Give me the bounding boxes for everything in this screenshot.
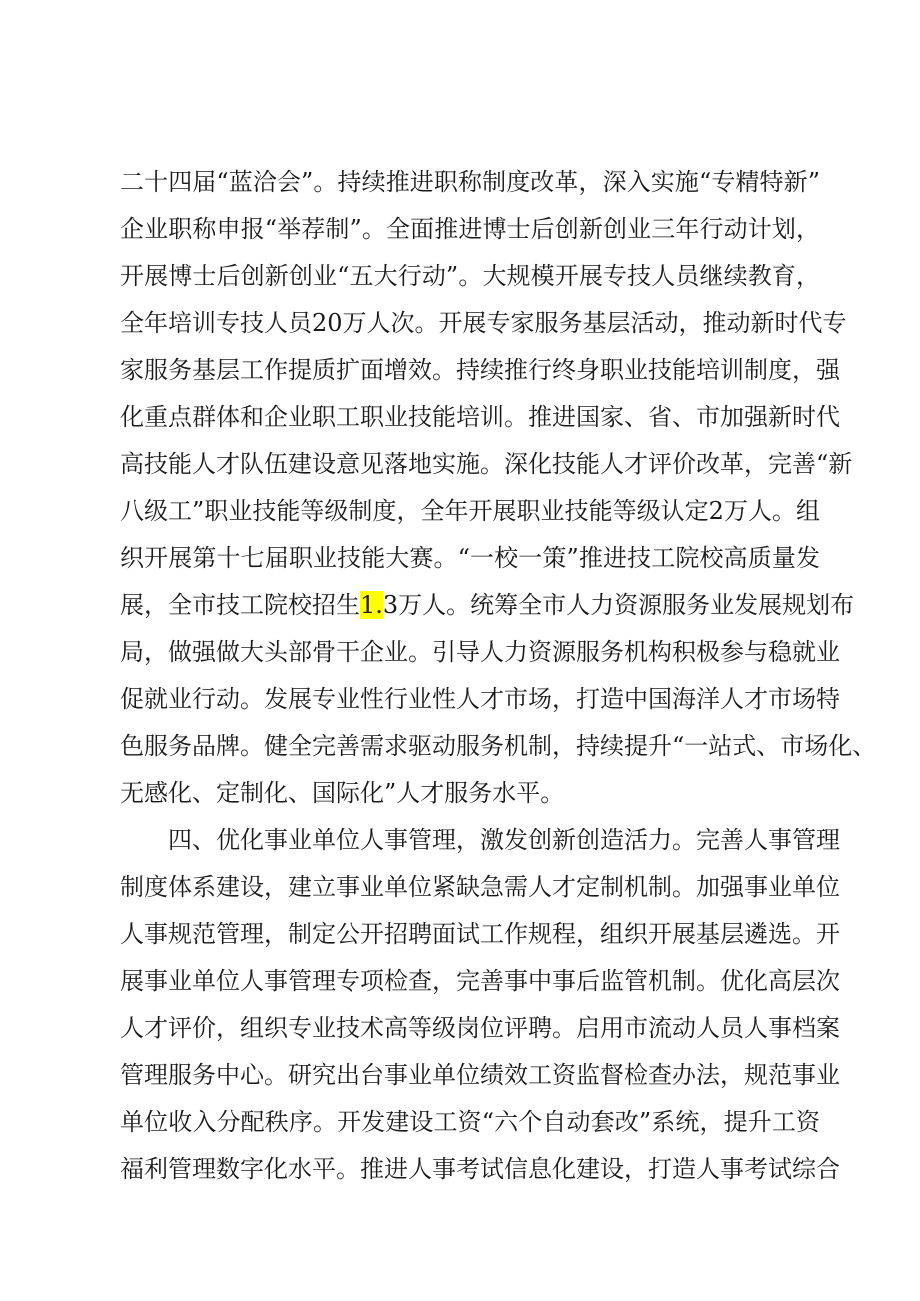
text-line: 福利管理数字化水平。推进人事考试信息化建设，打造人事考试综合 xyxy=(120,1155,840,1183)
text-segment: 3万人。统筹全市人力资源服务业发展规划布 xyxy=(382,591,855,619)
text-line: 化重点群体和企业职工职业技能培训。推进国家、省、市加强新时代 xyxy=(120,403,840,431)
text-line: 人事规范管理，制定公开招聘面试工作规程，组织开展基层遴选。开 xyxy=(120,920,840,948)
text-line: 织开展第十七届职业技能大赛。“一校一策”推进技工院校高质量发 xyxy=(120,544,820,572)
text-line-with-highlight xyxy=(120,591,855,619)
text-segment: 展，全市技工院校招生 xyxy=(120,591,360,619)
text-line: 企业职称申报“举荐制”。全面推进博士后创新创业三年行动计划， xyxy=(120,215,820,243)
text-line: 单位收入分配秩序。开发建设工资“六个自动套改”系统，提升工资 xyxy=(120,1108,820,1136)
text-line: 八级工”职业技能等级制度，全年开展职业技能等级认定2万人。组 xyxy=(120,497,820,525)
text-line: 制度体系建设，建立事业单位紧缺急需人才定制机制。加强事业单位 xyxy=(120,873,840,901)
text-line: 高技能人才队伍建设意见落地实施。深化技能人才评价改革，完善“新 xyxy=(120,450,853,478)
text-line: 家服务基层工作提质扩面增效。持续推行终身职业技能培训制度，强 xyxy=(120,356,840,384)
text-line: 全年培训专技人员20万人次。开展专家服务基层活动，推动新时代专 xyxy=(120,309,847,337)
highlighted-number: 1. xyxy=(360,591,383,619)
text-line: 展事业单位人事管理专项检查，完善事中事后监管机制。优化高层次 xyxy=(120,967,840,995)
text-line: 色服务品牌。健全完善需求驱动服务机制，持续提升“一站式、市场化、 xyxy=(120,732,877,760)
text-line: 开展博士后创新创业“五大行动”。大规模开展专技人员继续教育， xyxy=(120,262,820,290)
text-line: 管理服务中心。研究出台事业单位绩效工资监督检查办法，规范事业 xyxy=(120,1061,840,1089)
section-heading-line: 四、优化事业单位人事管理，激发创新创造活力。完善人事管理 xyxy=(168,826,840,854)
text-line: 促就业行动。发展专业性行业性人才市场，打造中国海洋人才市场特 xyxy=(120,685,840,713)
text-line: 无感化、定制化、国际化”人才服务水平。 xyxy=(120,779,565,807)
text-line: 人才评价，组织专业技术高等级岗位评聘。启用市流动人员人事档案 xyxy=(120,1014,840,1042)
text-line: 局，做强做大头部骨干企业。引导人力资源服务机构积极参与稳就业 xyxy=(120,638,840,666)
text-line: 二十四届“蓝洽会”。持续推进职称制度改革，深入实施“专精特新” xyxy=(120,168,820,196)
